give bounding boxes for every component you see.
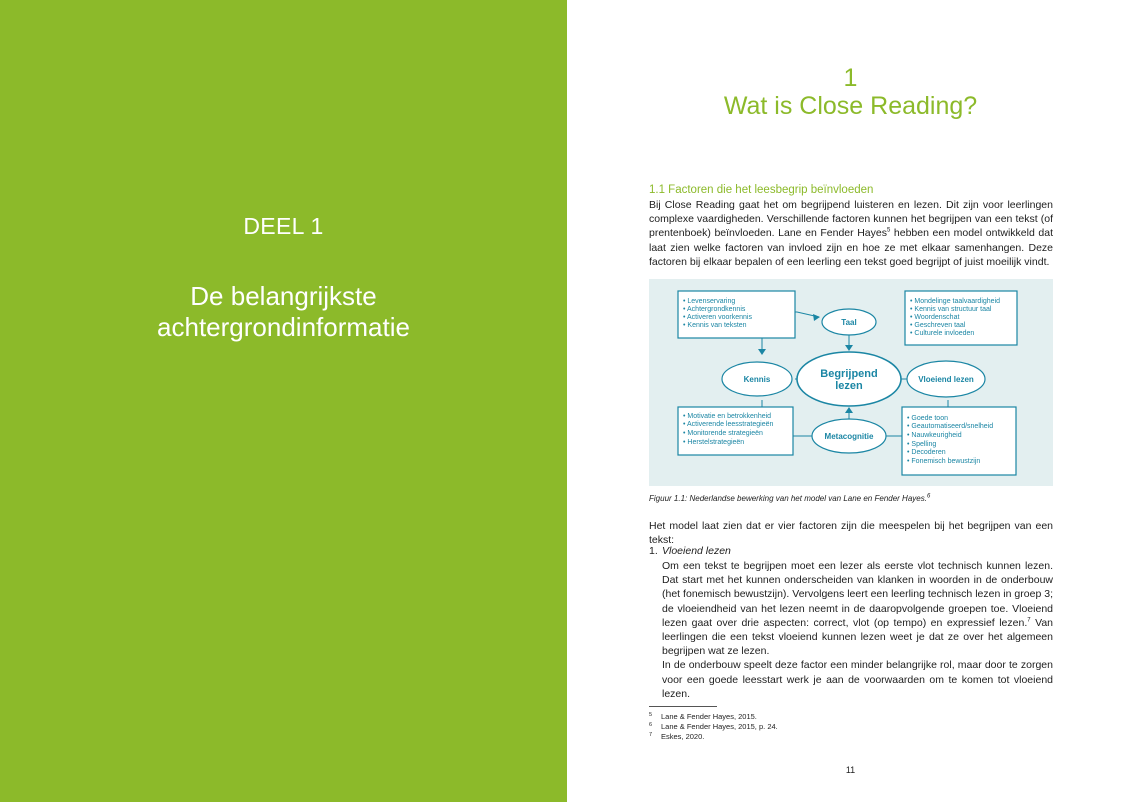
footnote-5 <box>649 712 757 721</box>
factor-diagram <box>649 279 1053 486</box>
tr-item-4: • Geschreven taal <box>910 322 966 329</box>
part-title-line1: De belangrijkste <box>190 281 377 311</box>
diagram-svg <box>649 279 1053 486</box>
tl-item-4: • Kennis van teksten <box>683 322 747 329</box>
footnote-7-text: Eskes, 2020. <box>661 732 705 741</box>
bl-item-2: • Activerende leesstrategieën <box>683 421 774 428</box>
chapter-title: Wat is Close Reading? <box>723 92 978 120</box>
list-title: Vloeiend lezen <box>662 545 731 557</box>
footnote-ref-6: 6 <box>926 493 931 500</box>
node-vloeiend: Vloeiend lezen <box>918 375 974 384</box>
node-metacognitie: Metacognitie <box>824 432 874 441</box>
footnote-6-number: 6 <box>649 722 653 728</box>
arrowhead-tl-taal <box>813 314 820 321</box>
part-title <box>0 281 567 343</box>
bl-item-1: • Motivatie en betrokkenheid <box>683 413 772 420</box>
tr-item-2: • Kennis van structuur taal <box>910 306 992 313</box>
br-item-1: • Goede toon <box>907 415 948 422</box>
bl-item-4: • Herstelstrategieën <box>683 439 745 446</box>
bl-item-3: • Monitorende strategieën <box>683 430 763 437</box>
footnote-6-text: Lane & Fender Hayes, 2015, p. 24. <box>661 722 778 731</box>
br-item-4: • Spelling <box>907 441 937 448</box>
node-center-line2: lezen <box>835 380 863 392</box>
footnote-7-number: 7 <box>649 732 653 738</box>
node-center-line1: Begrijpend <box>820 368 878 380</box>
part-title-line2: achtergrondinformatie <box>157 312 410 342</box>
list-number: 1. <box>649 545 658 557</box>
part-label: DEEL 1 <box>243 213 324 239</box>
footnote-5-text: Lane & Fender Hayes, 2015. <box>661 712 757 721</box>
footnote-ref-5: 5 <box>886 227 891 234</box>
arrowhead-meta-center <box>845 407 853 413</box>
section-heading: 1.1 Factoren die het leesbegrip beïnvloeden <box>649 184 874 196</box>
br-item-3: • Nauwkeurigheid <box>907 432 962 439</box>
footnote-ref-7: 7 <box>1027 617 1031 624</box>
list-body-para-2: In de onderbouw speelt deze factor een minder belangrijke rol, maar door te zorgen voor een goede leesstart werk je aan de voorwaarden om te komen tot vloeiend lezen. <box>662 659 1053 700</box>
footnote-5-number: 5 <box>649 712 653 718</box>
tr-item-1: • Mondelinge taalvaardigheid <box>910 298 1001 305</box>
right-page <box>567 0 1134 802</box>
br-item-5: • Decoderen <box>907 449 946 456</box>
br-item-6: • Fonemisch bewustzijn <box>907 458 981 465</box>
tl-item-2: • Achtergrondkennis <box>683 306 746 313</box>
footnote-rule <box>649 706 717 707</box>
br-item-2: • Geautomatiseerd/snelheid <box>907 423 994 430</box>
list-body-text-a: Om een tekst te begrijpen moet een lezer als eerste vlot technisch kunnen lezen. Dat start met het kunnen onderscheiden van klanken in woorden in de onderbouw (het fonemisch bewustzijn). Vervolgens leert een leerling technisch lezen in groep 3; de vloeiendheid van het lezen neemt in de daaropvolgende groepen toe. Vloeiend lezen gaat over drie aspecten: correct, vlot (op tempo) en expressief lezen. <box>662 560 1053 629</box>
list-body-text-b: Van leerlingen die een tekst vloeiend kunnen lezen weet je dat ze over het algemeen begrijpen wat ze lezen. <box>662 616 1053 658</box>
node-taal: Taal <box>841 318 857 327</box>
footnote-6 <box>649 722 778 731</box>
page-number: 11 <box>845 765 856 775</box>
chapter-number: 1 <box>843 64 858 92</box>
intro-paragraph <box>649 198 1053 269</box>
intro-text-b: hebben een model ontwikkeld dat laat zien welke factoren van invloed zijn en hoe ze met elkaar samenhangen. Deze factoren bij elkaar bepalen of een leerling een tekst goed begrijpt of juist moeilijk vindt. <box>649 227 1053 268</box>
tr-item-5: • Culturele invloeden <box>910 330 975 337</box>
model-sentence: Het model laat zien dat er vier factoren zijn die meespelen bij het begrijpen van een tekst: <box>649 520 1053 547</box>
figure-caption <box>649 494 930 503</box>
list-body <box>662 559 1053 701</box>
intro-text-a: Bij Close Reading gaat het om begrijpend luisteren en lezen. Dit zijn voor leerlingen complexe vaardigheden. Verschillende factoren kunnen het begrijpen van een tekst (of prentenboek) beïnvloeden. Lane en Fender Hayes <box>649 199 1053 240</box>
tl-item-3: • Activeren voorkennis <box>683 314 752 321</box>
tr-item-3: • Woordenschat <box>910 314 960 321</box>
node-kennis: Kennis <box>743 375 771 384</box>
tl-item-1: • Levenservaring <box>683 298 736 305</box>
arrowhead-tl-kennis <box>758 349 766 355</box>
list-body-para-1 <box>662 559 1053 658</box>
caption-text: Figuur 1.1: Nederlandse bewerking van het model van Lane en Fender Hayes. <box>649 494 927 503</box>
arrowhead-taal-center <box>845 345 853 351</box>
footnote-7 <box>649 732 704 741</box>
